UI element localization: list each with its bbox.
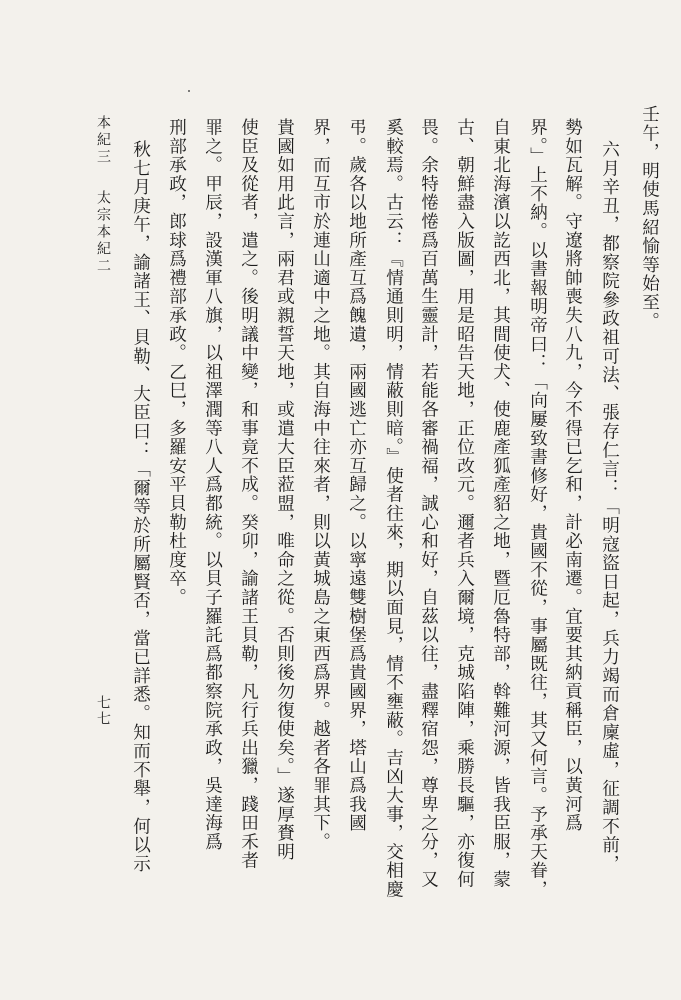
print-speck	[188, 90, 190, 92]
text-column-8: 奚較焉。古云：『情通則明，情蔽則暗。』使者往來，期以面見，情不壅蔽。吉凶大事，交相慶	[383, 118, 404, 899]
text-column-1: 壬午，明使馬紹愉等始至。	[639, 105, 660, 331]
text-column-9: 弔。歲各以地所產互爲餽遺，兩國逃亡亦互歸之。以寧遠雙樹堡爲貴國界，塔山爲我國	[346, 118, 367, 833]
text-column-14: 刑部承政，郎球爲禮部承政。乙巳，多羅安平貝勒杜度卒。	[166, 118, 187, 607]
text-column-5: 自東北海濱以訖西北，其間使犬、使鹿產狐產貂之地，暨厄魯特部，斡難河源，皆我臣服，蒙	[490, 118, 511, 889]
text-column-3: 勢如瓦解。守遼將帥喪失八九，今不得已乞和，計必南遷。宜要其納貢稱臣，以黃河爲	[562, 118, 583, 833]
text-column-11: 貴國如用此言，兩君或親誓天地，或遣大臣蒞盟，唯命之從。否則後勿復使矣。」遂厚賚明	[274, 118, 295, 862]
text-column-7: 畏。余特惓惓爲百萬生靈計，若能各審禍福，誠心和好，自茲以往，盡釋宿怨，尊卑之分，又	[418, 118, 439, 889]
text-column-6: 古、朝鮮盡入版圖，用是昭告天地，正位改元。邇者兵入爾境，克城陷陣，乘勝長驅，亦復何	[454, 118, 475, 889]
text-column-2: 六月辛丑，都察院參政祖可法、張存仁言：「明寇盜日起，兵力竭而倉廩虛，征調不前，	[599, 140, 620, 874]
footer-title: 太宗本紀二	[95, 190, 111, 275]
footer-section: 本紀三	[95, 115, 111, 166]
text-column-15: 秋七月庚午，諭諸王、貝勒、大臣曰：「爾等於所屬賢否，當已詳悉。知而不舉，何以示	[130, 140, 151, 874]
text-column-4: 界。」上不納。以書報明帝曰：「向屢致書修好，貴國不從，事屬既往，其又何言。予承天眷，	[527, 118, 548, 899]
text-column-12: 使臣及從者，遣之。後明議中變，和事竟不成。癸卯，諭諸王貝勒，凡行兵出獵，踐田禾者	[238, 118, 259, 870]
text-column-13: 罪之。甲辰，設漢軍八旗，以祖澤潤等八人爲都統。以貝子羅託爲都察院承政，吳達海爲	[202, 118, 223, 852]
page-number: 七七	[95, 695, 111, 727]
text-column-10: 界，而互市於連山適中之地。其自海中往來者，則以黃城島之東西爲界。越者各罪其下。	[310, 118, 331, 852]
